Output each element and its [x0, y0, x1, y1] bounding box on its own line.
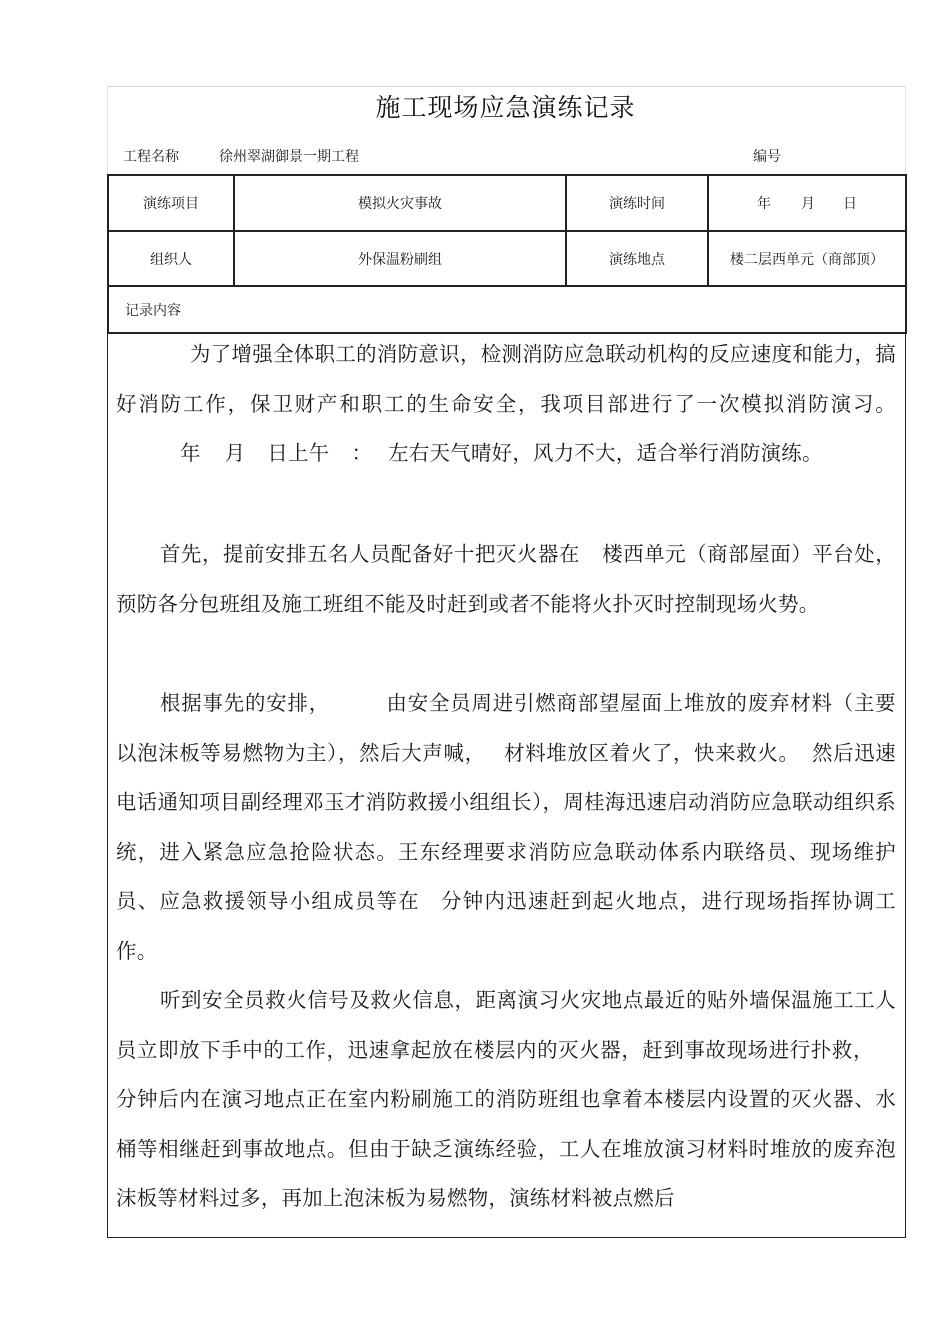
paragraph-3-text-b: 由安全员周进引燃商部望屋面上堆放的废弃材料（主要以泡沫板等易燃物为主），然后大声喊， [116, 691, 896, 765]
drill-time-year: 年 [757, 196, 771, 212]
paragraph-1-text-a: 为了增强全体职工的消防意识，检测消防应急联动机构的反应速度和能力，搞好消防工作，保卫财产和职工的生命安全，我项目部进行了一次模拟消防演习。 [116, 342, 896, 416]
paragraph-1-colon: ： [351, 441, 373, 465]
paragraph-1-text-c: 左右天气晴好，风力不大，适合举行消防演练。 [388, 441, 823, 465]
location-label: 演练地点 [566, 231, 708, 286]
drill-item-value: 模拟火灾事故 [234, 175, 566, 231]
paragraph-1-text-b: 日上午 [267, 441, 330, 465]
paragraph-4-text-b: 分钟后内在演习地点正在室内粉刷施工的消防班组也拿着本楼层内设置的灭火器、水桶等相继赶到事故地点。但由于缺乏演练经验，工人在堆放演习材料时堆放的废弃泡沫板等材料过多，再加上泡沫板为易燃物，演练材料被点燃后 [116, 1087, 896, 1210]
drill-time-value [708, 175, 906, 231]
drill-time-day: 日 [843, 196, 857, 212]
drill-time-month: 月 [801, 196, 815, 212]
paragraph-1 [116, 330, 896, 479]
table-row [108, 175, 906, 231]
paragraph-4-text-a: 听到安全员救火信号及救火信息，距离演习火灾地点最近的贴外墙保温施工工人员立即放下手中的工作，迅速拿起放在楼层内的灭火器，赶到事故现场进行扑救， [116, 988, 896, 1062]
paragraph-1-month: 月 [224, 441, 246, 465]
paragraph-2-text-a: 首先，提前安排五名人员配备好十把灭火器在 [160, 542, 580, 566]
paragraph-3-text-a: 根据事先的安排， [160, 691, 330, 715]
project-name-value: 徐州翠湖御景一期工程 [219, 149, 359, 165]
location-value: 楼二层西单元（商部顶） [708, 231, 906, 286]
organizer-value: 外保温粉刷组 [234, 231, 566, 286]
drill-info-table [107, 174, 907, 334]
paragraph-4 [116, 976, 896, 1224]
paragraph-1-year: 年 [180, 441, 201, 465]
drill-item-label: 演练项目 [108, 175, 234, 231]
project-name-label: 工程名称 [123, 149, 179, 165]
page-title: 施工现场应急演练记录 [375, 93, 636, 122]
paragraph-2-text-b: 楼西单元（商部屋面）平台处，预防各分包班组及施工班组不能及时赶到或者不能将火扑灭时控制现场火势。 [116, 542, 896, 616]
drill-time-label: 演练时间 [566, 175, 708, 231]
organizer-label: 组织人 [108, 231, 234, 286]
number-label: 编号 [753, 149, 781, 165]
table-row [108, 231, 906, 286]
paragraph-3-text-e: 分钟内迅速赶到起火地点，进行现场指挥协调工作。 [116, 889, 896, 963]
paragraph-2 [116, 530, 896, 629]
paragraph-3-text-c: 材料堆放区着火了，快来救火。 [503, 740, 800, 765]
paragraph-3-text-d: 然后迅速电话通知项目副经理邓玉才消防救援小组组长），周桂海迅速启动消防应急联动组织系统，进入紧急应急抢险状态。王东经理要求消防应急联动体系内联络员、现场维护员、应急救援领导小组成员等在 [116, 740, 896, 913]
table-row [108, 286, 906, 333]
record-content-label: 记录内容 [108, 286, 906, 333]
paragraph-3 [116, 679, 896, 976]
